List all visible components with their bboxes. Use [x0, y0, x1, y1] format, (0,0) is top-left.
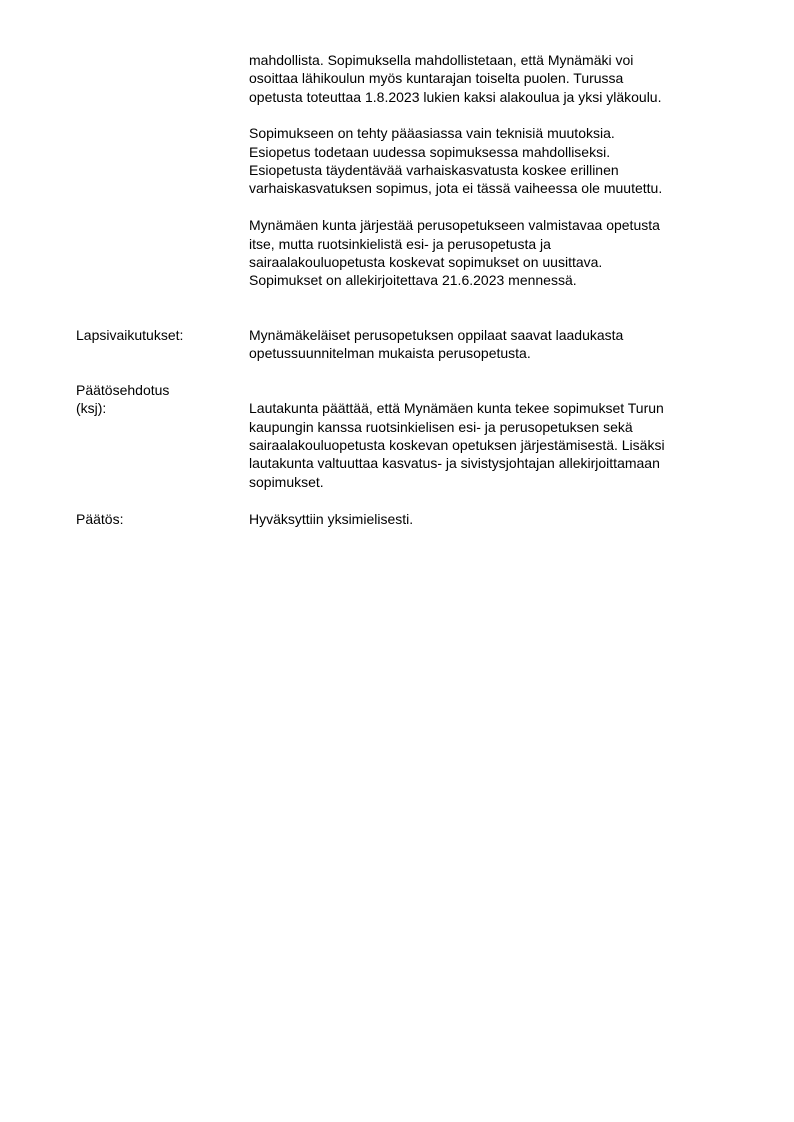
body-text-line: itse, mutta ruotsinkielistä esi- ja perusopetusta ja — [249, 236, 551, 252]
body-text-line: Mynämäen kunta järjestää perusopetukseen valmistavaa opetusta — [249, 217, 660, 233]
body-text-line: sairaalakouluopetusta koskevat sopimukset on uusittava. — [249, 254, 603, 270]
body-text-line: Hyväksyttiin yksimielisesti. — [249, 511, 414, 527]
body-text-line: Mynämäkeläiset perusopetuksen oppilaat saavat laadukasta — [249, 327, 624, 343]
body-text-line: lautakunta valtuuttaa kasvatus- ja sivistysjohtajan allekirjoittamaan — [249, 455, 660, 471]
body-text-line: osoittaa lähikoulun myös kuntarajan toiselta puolen. Turussa — [249, 70, 624, 86]
body-text-line: varhaiskasvatuksen sopimus, jota ei tässä vaiheessa ole muutettu. — [249, 180, 663, 196]
section-label-lapsivaikutukset: Lapsivaikutukset: — [76, 327, 184, 343]
body-text-line: sairaalakouluopetusta koskevan opetuksen järjestämisestä. Lisäksi — [249, 437, 665, 453]
body-text-line: sopimukset. — [249, 474, 324, 490]
body-text-line: kaupungin kanssa ruotsinkielisen esi- ja perusopetuksen sekä — [249, 419, 633, 435]
section-label-paatosehdotus: Päätösehdotus — [76, 382, 170, 398]
section-label-paatos: Päätös: — [76, 511, 124, 527]
body-text-line: Esiopetusta täydentävää varhaiskasvatusta koskee erillinen — [249, 162, 619, 178]
body-text-line: mahdollista. Sopimuksella mahdollistetaan, että Mynämäki voi — [249, 52, 634, 68]
section-label-paatosehdotus-ksj: (ksj): — [76, 400, 107, 416]
body-text-line: Lautakunta päättää, että Mynämäen kunta tekee sopimukset Turun — [249, 400, 664, 416]
body-text-line: Sopimukset on allekirjoitettava 21.6.2023 mennessä. — [249, 272, 577, 288]
body-text-line: Esiopetus todetaan uudessa sopimuksessa mahdolliseksi. — [249, 144, 611, 160]
body-text-line: Sopimukseen on tehty pääasiassa vain teknisiä muutoksia. — [249, 125, 615, 141]
body-text-line: opetussuunnitelman mukaista perusopetusta. — [249, 345, 531, 361]
body-text-line: opetusta toteuttaa 1.8.2023 lukien kaksi alakoulua ja yksi yläkoulu. — [249, 89, 662, 105]
